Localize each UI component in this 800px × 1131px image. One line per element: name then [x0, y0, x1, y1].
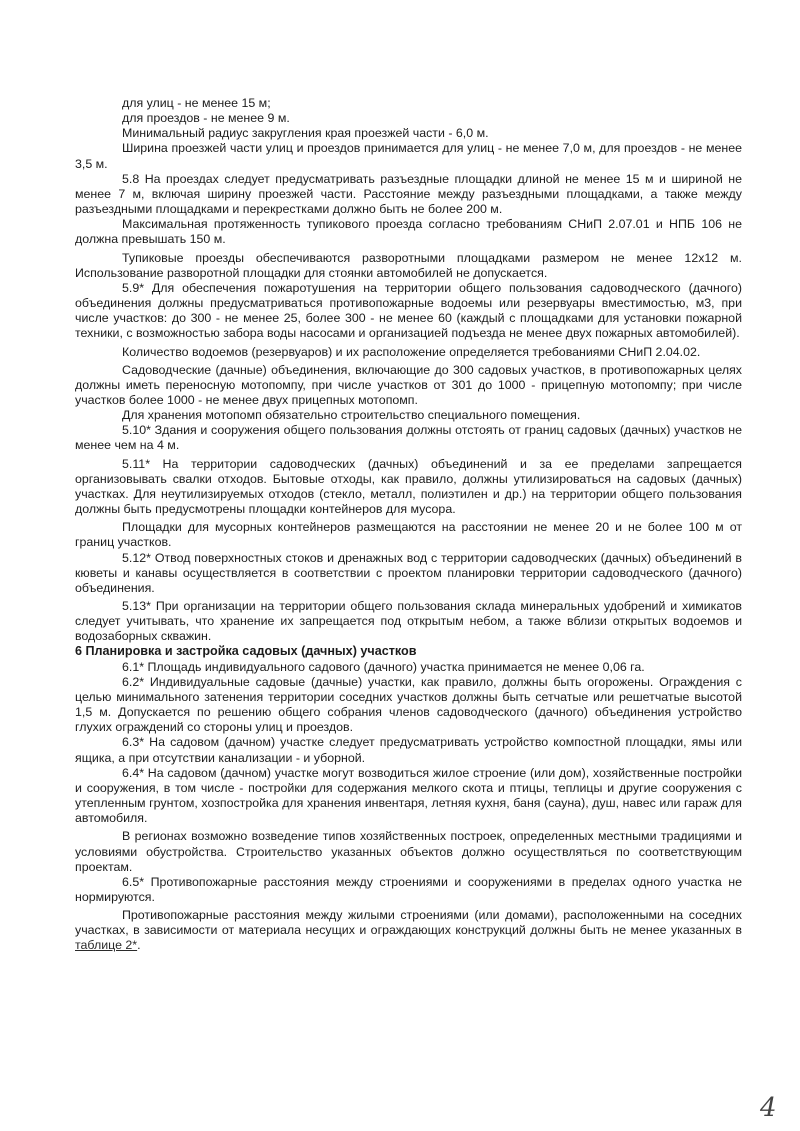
paragraph: 5.12* Отвод поверхностных стоков и дренажных вод с территории садоводческих (дачных) объединений в кюветы и канавы осуществляется в соответствии с проектом планировки территории садоводческого (дачного) объединения. [75, 550, 742, 595]
paragraph: Максимальная протяженность тупикового проезда согласно требованиям СНиП 2.07.01 и НПБ 106 не должна превышать 150 м. [75, 217, 742, 247]
paragraph: Садоводческие (дачные) объединения, включающие до 300 садовых участков, в противопожарных целях должны иметь переносную мотопомпу, при числе участков от 301 до 1000 - прицепную мотопомпу; при числе участков более 1000 - не менее двух прицепных мотопомп. [75, 362, 742, 407]
table-2-link[interactable]: таблице 2* [75, 938, 138, 953]
paragraph-with-link [75, 908, 742, 953]
paragraph-end: . [137, 938, 141, 953]
paragraph: 6.1* Площадь индивидуального садового (дачного) участка принимается не менее 0,06 га. [122, 659, 645, 674]
paragraph: Площадки для мусорных контейнеров размещаются на расстоянии не менее 20 и не более 100 м от границ участков. [75, 520, 742, 550]
paragraph: Тупиковые проезды обеспечиваются разворотными площадками размером не менее 12х12 м. Использование разворотной площадки для стоянки автомобилей не допускается. [75, 250, 742, 280]
paragraph: Для хранения мотопомп обязательно строительство специального помещения. [122, 408, 581, 423]
paragraph: 6.5* Противопожарные расстояния между строениями и сооружениями в пределах одного участка не нормируются. [75, 874, 742, 904]
paragraph: Количество водоемов (резервуаров) и их расположение определяется требованиями СНиП 2.04.02. [122, 344, 701, 359]
paragraph: Ширина проезжей части улиц и проездов принимается для улиц - не менее 7,0 м, для проездов - не менее 3,5 м. [75, 141, 742, 171]
paragraph: 5.11* На территории садоводческих (дачных) объединений и за ее пределами запрещается организовывать свалки отходов. Бытовые отходы, как правило, должны утилизироваться на садовых (дачных) участках. Для неутилизируемых отходов (стекло, металл, полиэтилен и др.) на территории общего пользования должны быть предусмотрены площадки контейнеров для мусора. [75, 456, 742, 517]
paragraph: 6.4* На садовом (дачном) участке могут возводиться жилое строение (или дом), хозяйственные постройки и сооружения, в том числе - постройки для содержания мелкого скота и птицы, теплицы и другие сооружения с утепленным грунтом, хозпостройка для хранения инвентаря, летняя кухня, баня (сауна), душ, навес или гараж для автомобиля. [75, 765, 742, 826]
section-heading: 6 Планировка и застройка садовых (дачных) участков [75, 644, 417, 659]
paragraph: Минимальный радиус закругления края проезжей части - 6,0 м. [122, 126, 489, 141]
paragraph: для проездов - не менее 9 м. [122, 111, 290, 126]
paragraph: для улиц - не менее 15 м; [122, 96, 271, 110]
paragraph: 6.2* Индивидуальные садовые (дачные) участки, как правило, должны быть огорожены. Ограждения с целью минимального затенения территории соседних участков должны быть сетчатые или решетчатые высотой 1,5 м. Допускается по решению общего собрания членов садоводческого (дачного) объединения устройство глухих ограждений со стороны улиц и проездов. [75, 674, 742, 735]
paragraph: 5.10* Здания и сооружения общего пользования должны отстоять от границ садовых (дачных) участков не менее чем на 4 м. [75, 423, 742, 453]
document-body [75, 96, 742, 954]
paragraph: 5.8 На проездах следует предусматривать разъездные площадки длиной не менее 15 м и шириной не менее 7 м, включая ширину проезжей части. Расстояние между разъездными площадками, а также между разъездными площадками и перекрестками должно быть не более 200 м. [75, 171, 742, 217]
page-number: 4 [760, 1093, 777, 1123]
paragraph: 5.9* Для обеспечения пожаротушения на территории общего пользования садоводческого (дачного) объединения должны предусматриваться противопожарные водоемы или резервуары вместимостью, м3, при числе участков: до 300 - не менее 25, более 300 - не менее 60 (каждый с площадками для установки пожарной техники, с возможностью забора воды насосами и организацией подъезда не менее двух пожарных автомобилей). [75, 280, 742, 341]
paragraph-text: Противопожарные расстояния между жилыми строениями (или домами), расположенными на соседних участках, в зависимости от материала несущих и ограждающих конструкций должны быть не менее указанных в [75, 908, 742, 938]
paragraph: 5.13* При организации на территории общего пользования склада минеральных удобрений и химикатов следует учитывать, что хранение их запрещается под открытым небом, а также вблизи открытых водоемов и водозаборных скважин. [75, 599, 742, 644]
paragraph: 6.3* На садовом (дачном) участке следует предусматривать устройство компостной площадки, ямы или ящика, а при отсутствии канализации - и уборной. [75, 735, 742, 765]
paragraph: В регионах возможно возведение типов хозяйственных построек, определенных местными традициями и условиями обустройства. Строительство указанных объектов должно осуществляться по соответствующим проектам. [75, 829, 742, 874]
